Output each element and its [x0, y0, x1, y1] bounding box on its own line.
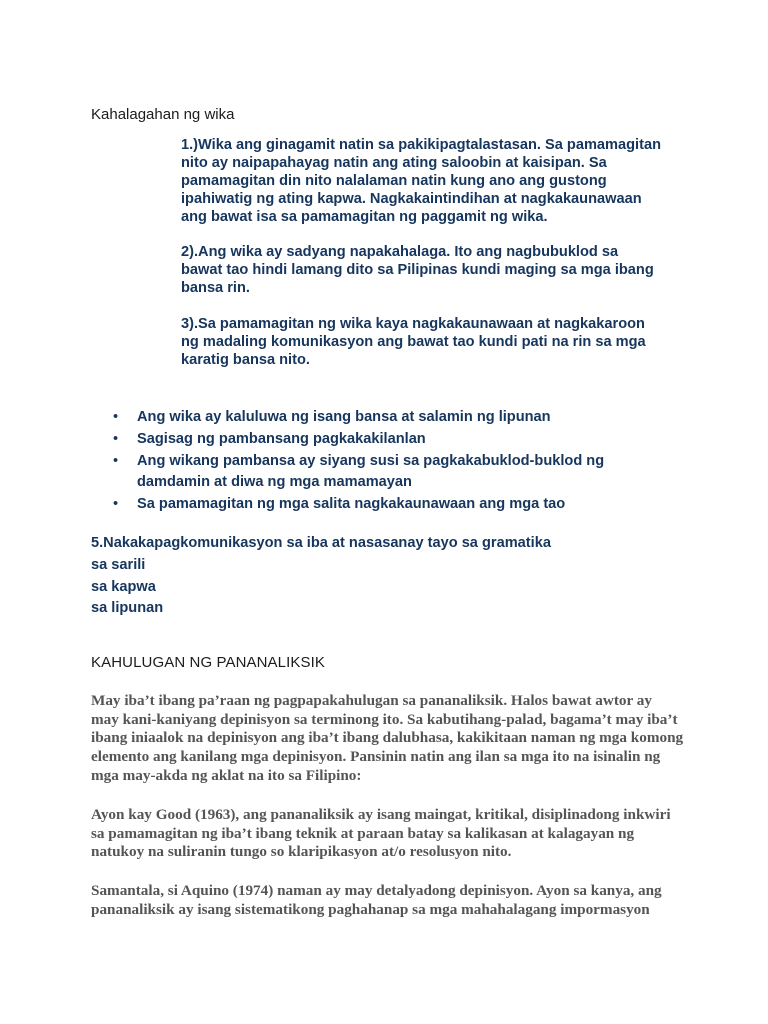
- text-line: 3).Sa pamamagitan ng wika kaya nagkakaunawaan at nagkakaroon: [181, 316, 645, 332]
- text-line: elemento ang kanilang mga depinisyon. Pansinin natin ang ilan sa mga ito na isinalin ng: [91, 748, 661, 766]
- text-line: Ayon kay Good (1963), ang pananaliksik ay isang maingat, kritikal, disiplinadong inkwiri: [91, 806, 671, 823]
- text-line: May iba’t ibang pa’raan ng pagpapakahulugan sa pananaliksik. Halos bawat awtor ay: [91, 692, 652, 709]
- text-line: ang bawat isa sa pamamagitan ng paggamit ng wika.: [181, 209, 548, 225]
- text-line: pamamagitan din nito nalalaman natin kung ano ang gustong: [181, 173, 607, 189]
- text-line: Samantala, si Aquino (1974) naman ay may detalyadong depinisyon. Ayon sa kanya, ang: [91, 882, 662, 899]
- text-line: bansa rin.: [181, 280, 250, 296]
- research-paragraph-1: [91, 692, 691, 786]
- text-line: Ang wikang pambansa ay siyang susi sa pagkakabuklod-buklod ng: [137, 452, 605, 469]
- text-line: sa pamamagitan ng iba’t ibang teknik at paraan batay sa kalikasan at kalagayan ng: [91, 824, 635, 842]
- list-item: [91, 407, 651, 429]
- section-heading-kahalagahan: Kahalagahan ng wika: [91, 106, 235, 123]
- research-paragraph-2: [91, 806, 691, 862]
- text-line: 1.)Wika ang ginagamit natin sa pakikipagtalastasan. Sa pamamagitan: [181, 137, 661, 153]
- bullet-icon: •: [113, 452, 119, 469]
- point-5-block: [91, 533, 651, 620]
- bullet-icon: •: [113, 496, 119, 513]
- bullet-icon: •: [113, 409, 119, 425]
- text-line: ibang iniaalok na depinisyon ang iba’t ibang dalubhasa, kakikitaan naman ng mga komong: [91, 729, 684, 747]
- text-line: Ang wika ay kaluluwa ng isang bansa at salamin ng lipunan: [137, 409, 551, 425]
- section-heading-kahulugan: KAHULUGAN NG PANANALIKSIK: [91, 654, 325, 671]
- text-line: Sagisag ng pambansang pagkakakilanlan: [137, 430, 426, 447]
- numbered-point-3: [181, 315, 701, 369]
- text-line: 2).Ang wika ay sadyang napakahalaga. Ito ang nagbubuklod sa: [181, 244, 619, 260]
- text-line: Sa pamamagitan ng mga salita nagkakaunawaan ang mga tao: [137, 496, 566, 513]
- text-line: bawat tao hindi lamang dito sa Pilipinas kundi maging sa mga ibang: [181, 262, 654, 278]
- point-5-item: sa lipunan: [91, 600, 164, 617]
- list-item: [91, 451, 651, 495]
- text-line: nito ay naipapahayag natin ang ating saloobin at kaisipan. Sa: [181, 155, 607, 171]
- text-line: ipahiwatig ng ating kapwa. Nagkakaintindihan at nagkakaunawaan: [181, 191, 642, 207]
- text-line: mga may-akda ng aklat na ito sa Filipino:: [91, 766, 362, 784]
- bullet-list: [91, 407, 651, 516]
- point-5-item: sa kapwa: [91, 578, 156, 595]
- text-line: ng madaling komunikasyon ang bawat tao kundi pati na rin sa mga: [181, 334, 646, 350]
- numbered-point-2: [181, 243, 701, 297]
- point-5-item: sa sarili: [91, 556, 146, 573]
- numbered-point-1: [181, 136, 701, 226]
- text-line: karatig bansa nito.: [181, 352, 310, 368]
- text-line: may kani-kaniyang depinisyon sa terminong ito. Sa kabutihang-palad, bagama’t may iba’t: [91, 710, 678, 728]
- text-line: damdamin at diwa ng mga mamamayan: [137, 474, 412, 491]
- list-item: [91, 429, 651, 451]
- bullet-icon: •: [113, 430, 119, 447]
- list-item: [91, 494, 651, 516]
- research-paragraph-3: [91, 882, 691, 919]
- text-line: natukoy na suliranin tungo so klaripikasyon at/o resolusyon nito.: [91, 843, 512, 861]
- point-5-title: 5.Nakakapagkomunikasyon sa iba at nasasanay tayo sa gramatika: [91, 535, 551, 551]
- text-line: pananaliksik ay isang sistematikong paghahanap sa mga mahahalagang impormasyon: [91, 900, 650, 918]
